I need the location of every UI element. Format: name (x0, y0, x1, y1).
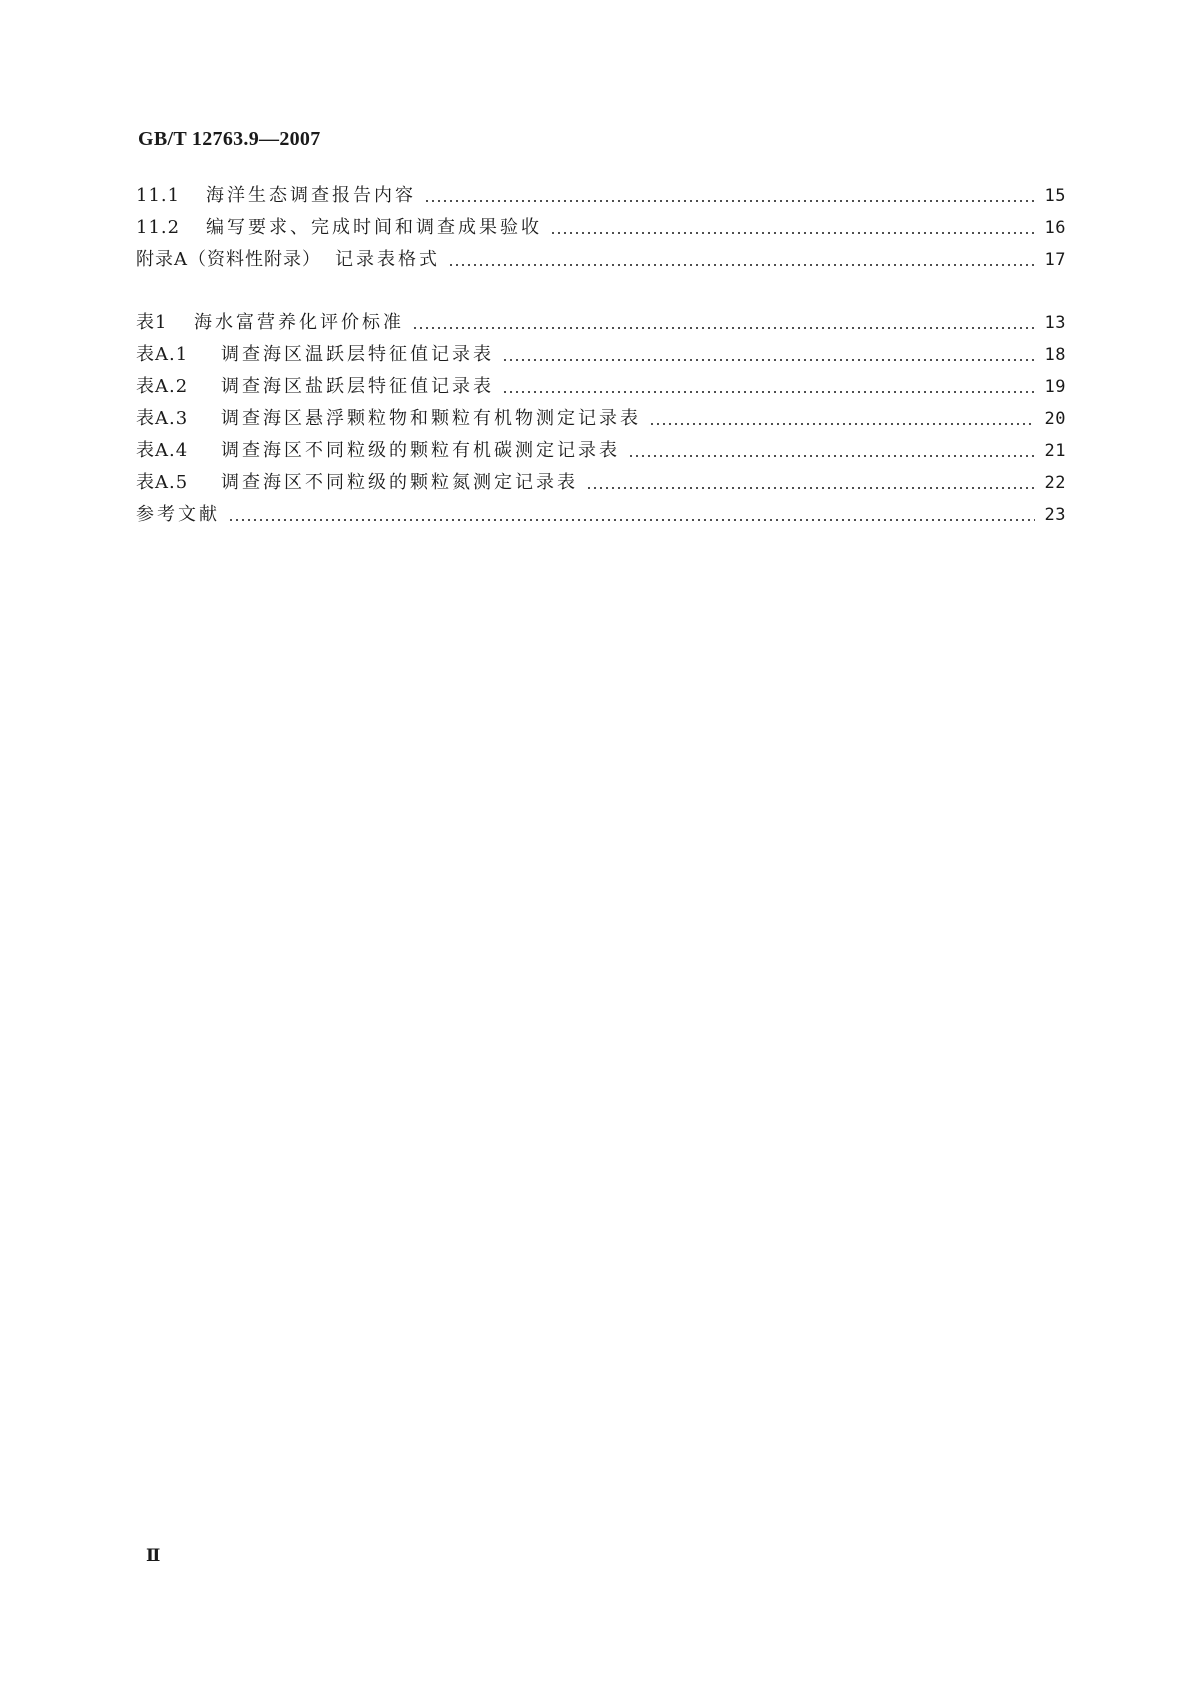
dot-leader (448, 264, 1035, 266)
toc-entry-title: 调查海区不同粒级的颗粒氮测定记录表 (221, 472, 578, 493)
toc-entry-references[interactable] (136, 499, 1066, 531)
toc-entry-title: 调查海区温跃层特征值记录表 (221, 344, 494, 365)
toc-entry-page: 17 (1044, 250, 1066, 270)
page-number: Ⅱ (146, 1546, 161, 1565)
toc-entry-page: 19 (1044, 377, 1066, 397)
toc-entry-number: 表A.3 (136, 408, 189, 429)
toc-entry-title: 记录表格式 (335, 249, 440, 270)
dot-leader (550, 232, 1035, 234)
toc-entry-number: 附录A（资料性附录） (136, 249, 321, 270)
toc-entry-number: 11.2 (136, 217, 181, 238)
toc-entry[interactable] (136, 467, 1066, 499)
toc-entry-page: 22 (1044, 473, 1066, 493)
toc-entry[interactable] (136, 212, 1066, 244)
dot-leader (228, 519, 1035, 521)
toc-entry[interactable] (136, 403, 1066, 435)
toc-entry-number: 表1 (136, 312, 168, 333)
toc-entry-page: 23 (1044, 505, 1066, 525)
dot-leader (502, 391, 1035, 393)
toc-entry-title: 调查海区不同粒级的颗粒有机碳测定记录表 (221, 440, 620, 461)
dot-leader (502, 359, 1035, 361)
toc-entry[interactable] (136, 339, 1066, 371)
toc-entry-number: 表A.5 (136, 472, 189, 493)
toc-sections-list (136, 180, 1066, 276)
toc-entry-page: 21 (1044, 441, 1066, 461)
toc-entry-page: 20 (1044, 409, 1066, 429)
toc-entry-appendix[interactable] (136, 244, 1066, 276)
dot-leader (649, 423, 1035, 425)
toc-entry[interactable] (136, 307, 1066, 339)
toc-entry-number: 11.1 (136, 185, 181, 206)
toc-entry[interactable] (136, 180, 1066, 212)
document-code: GB/T 12763.9—2007 (138, 128, 321, 150)
toc-tables-list (136, 307, 1066, 531)
toc-entry-page: 16 (1044, 218, 1066, 238)
toc-entry-number: 表A.4 (136, 440, 189, 461)
toc-entry-number: 表A.1 (136, 344, 189, 365)
toc-entry-page: 13 (1044, 313, 1066, 333)
toc-entry-title: 参考文献 (136, 504, 220, 525)
toc-entry-title: 海洋生态调查报告内容 (206, 185, 416, 206)
toc-entry-number: 表A.2 (136, 376, 189, 397)
dot-leader (628, 455, 1035, 457)
toc-entry-page: 15 (1044, 186, 1066, 206)
toc-entry-title: 海水富营养化评价标准 (194, 312, 404, 333)
dot-leader (412, 327, 1035, 329)
toc-entry-page: 18 (1044, 345, 1066, 365)
toc-entry[interactable] (136, 371, 1066, 403)
dot-leader (424, 200, 1035, 202)
toc-entry[interactable] (136, 435, 1066, 467)
toc-entry-title: 编写要求、完成时间和调查成果验收 (206, 217, 542, 238)
toc-entry-title: 调查海区盐跃层特征值记录表 (221, 376, 494, 397)
toc-entry-title: 调查海区悬浮颗粒物和颗粒有机物测定记录表 (221, 408, 641, 429)
dot-leader (586, 487, 1035, 489)
